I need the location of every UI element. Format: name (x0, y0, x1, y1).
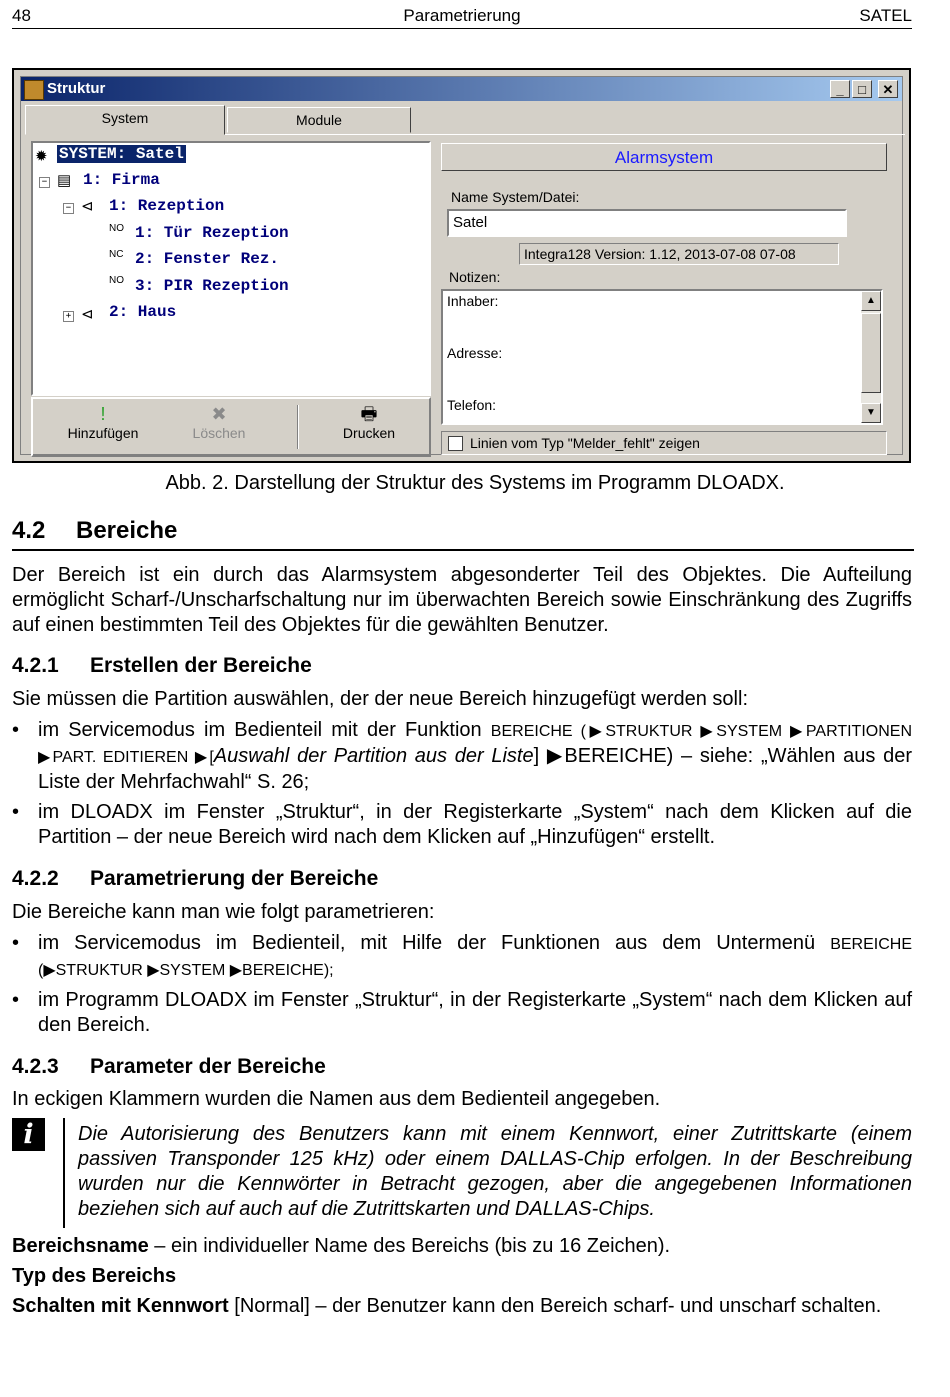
list-text: im DLOADX im Fenster „Struktur“, in der Registerkarte „System“ nach dem Klicken auf die Partition – der neue Bereich wird nach dem Klicken auf „Hinzufügen“ erstellt. (38, 801, 912, 848)
delete-button[interactable] (159, 403, 279, 451)
name-label: Name System/Datei: (451, 189, 580, 205)
note-text: Die Autorisierung des Benutzers kann mit einem Kennwort, einer Zutrittskarte (einem passiven Transponder 125 kHz) oder einem DALLAS-Chip erfolgen. In der Beschreibung wurden nur die Kennwörter in Betracht gezogen, aber die angegebenen Informationen beziehen sich auf auch auf die Zutrittskarten und DALLAS-Chips. (78, 1123, 912, 1220)
subsection-number: 4.2.2 (12, 867, 59, 890)
notes-field[interactable] (441, 289, 883, 425)
scroll-thumb[interactable] (861, 313, 881, 393)
scroll-down-icon[interactable]: ▼ (861, 403, 881, 423)
expand-icon[interactable]: + (63, 311, 74, 322)
subsection-number: 4.2.1 (12, 654, 59, 677)
notes-label: Notizen: (449, 269, 501, 285)
figure-caption: Abb. 2. Darstellung der Struktur des Systems im Programm DLOADX. (165, 472, 785, 494)
no-input-icon: NO (109, 275, 124, 286)
list-item (12, 931, 912, 983)
info-icon: i (12, 1118, 45, 1151)
subsection-number: 4.2.3 (12, 1055, 59, 1078)
menu-path: BEREICHE (490, 723, 573, 740)
partition-icon: ▤ (57, 172, 72, 189)
menu-path: BEREICHE (830, 936, 912, 953)
paragraph: Die Bereiche kann man wie folgt parametrieren: (12, 901, 435, 923)
maximize-icon[interactable]: □ (852, 80, 872, 98)
toolbar-divider (297, 405, 299, 449)
brand-name: SATEL (859, 6, 912, 25)
show-missing-detectors-checkbox[interactable] (441, 431, 887, 455)
delete-icon: ✖ (211, 404, 227, 424)
tree-toolbar (31, 397, 431, 457)
section-title: Bereiche (76, 517, 178, 544)
checkbox-box[interactable] (448, 436, 463, 451)
definition-term: Schalten mit Kennwort (12, 1295, 229, 1317)
menu-path: (▶STRUKTUR ▶SYSTEM ▶BEREICHE); (38, 962, 334, 979)
tree-node-system[interactable]: SYSTEM: Satel (59, 145, 184, 163)
collapse-icon[interactable]: − (63, 203, 74, 214)
tree-node-area[interactable]: 1: Rezeption (109, 197, 225, 215)
bullet: • (12, 719, 20, 741)
tree-node-zone[interactable]: 1: Tür Rezeption (135, 224, 289, 242)
print-button-label: Drucken (342, 425, 396, 441)
panel-title: Alarmsystem (441, 143, 887, 171)
subsection-title: Parameter der Bereiche (90, 1055, 326, 1078)
running-title: Parametrierung (403, 6, 521, 25)
window-titlebar (21, 77, 902, 101)
definition-text: – ein individueller Name des Bereichs (bis zu 16 Zeichen). (148, 1235, 671, 1257)
bullet: • (12, 932, 20, 954)
system-icon: ✹ (35, 148, 48, 165)
menu-path-hint: Auswahl der Partition aus der Liste (213, 745, 534, 767)
list-item (12, 800, 912, 850)
tree-node-partition[interactable]: 1: Firma (83, 171, 160, 189)
page-number: 48 (12, 6, 31, 25)
tree-node-area[interactable]: 2: Haus (109, 303, 177, 321)
collapse-icon[interactable]: − (39, 177, 50, 188)
tree-node-zone[interactable]: 3: PIR Rezeption (135, 277, 289, 295)
version-label: Integra128 Version: 1.12, 2013-07-08 07-08 (519, 243, 839, 265)
add-button-label: Hinzufügen (67, 425, 139, 441)
name-field[interactable]: Satel (447, 209, 847, 237)
tab-bar (25, 107, 905, 135)
paragraph: Der Bereich ist ein durch das Alarmsystem abgesonderter Teil des Objektes. Die Aufteilung ermöglicht Scharf-/Unscharfschaltung nur im überwachten Bereich sowie Einschränkung des Zugriffs auf einen bestimmten Teil des Objektes für die gewählten Benutzer. (12, 564, 912, 636)
add-button[interactable] (43, 403, 163, 451)
list-text: im Servicemodus im Bedienteil, mit Hilfe der Funktionen aus dem Untermenü (38, 932, 831, 954)
tab-system[interactable]: System (25, 105, 225, 135)
notes-scrollbar[interactable] (861, 291, 881, 423)
window-title: Struktur (47, 80, 106, 97)
paragraph: In eckigen Klammern wurden die Namen aus dem Bedienteil angegeben. (12, 1088, 661, 1110)
minimize-icon[interactable]: _ (830, 80, 850, 98)
checkbox-label: Linien vom Typ "Melder_fehlt" zeigen (470, 435, 700, 451)
list-text: im Servicemodus im Bedienteil mit der Funktion (38, 719, 491, 741)
page-header (12, 6, 912, 29)
screenshot-figure (12, 68, 911, 463)
nc-input-icon: NC (109, 249, 124, 260)
definition-heading: Typ des Bereichs (12, 1265, 177, 1287)
properties-panel (437, 141, 897, 459)
bullet: • (12, 989, 20, 1011)
list-text: im Programm DLOADX im Fenster „Struktur“, in der Registerkarte „System“ nach dem Klicken auf den Bereich. (38, 989, 912, 1036)
definition-text: [Normal] – der Benutzer kann den Bereich scharf- und unscharf schalten. (228, 1295, 882, 1317)
structure-tree (31, 141, 431, 396)
section-heading (12, 517, 914, 551)
section-number: 4.2 (12, 517, 46, 544)
print-button[interactable] (309, 403, 429, 451)
list-text: ] ▶BEREICHE) – siehe: „Wählen aus der Liste der Mehrfachwahl“ S. 26; (38, 745, 912, 793)
scroll-up-icon[interactable]: ▲ (861, 291, 881, 311)
no-input-icon: NO (109, 223, 124, 234)
definition-term: Bereichsname (12, 1235, 149, 1257)
subsection-title: Parametrierung der Bereiche (90, 867, 379, 890)
bullet: • (12, 801, 20, 823)
definition (12, 1234, 912, 1259)
tab-module[interactable]: Module (227, 107, 411, 133)
notes-line: Telefon: (447, 397, 497, 413)
notes-line: Adresse: (447, 345, 503, 361)
list-item (12, 988, 912, 1038)
zone-group-icon: ⊲ (81, 306, 94, 323)
menu-path: (▶STRUKTUR ▶SYSTEM ▶PARTITIONEN ▶PART. EDITIEREN ▶[ (38, 723, 913, 766)
printer-icon: 🖶 (360, 404, 378, 424)
add-icon: ! (100, 404, 106, 424)
note-divider (63, 1118, 65, 1228)
app-icon (24, 80, 44, 100)
subsection-title: Erstellen der Bereiche (90, 654, 312, 677)
close-icon[interactable]: ✕ (878, 80, 898, 98)
tree-node-zone[interactable]: 2: Fenster Rez. (135, 250, 280, 268)
delete-button-label: Löschen (192, 425, 246, 441)
notes-line: Inhaber: (447, 293, 499, 309)
structure-window (20, 76, 903, 455)
zone-group-icon: ⊲ (81, 198, 94, 215)
paragraph: Sie müssen die Partition auswählen, der der neue Bereich hinzugefügt werden soll: (12, 688, 748, 710)
list-item (12, 718, 912, 795)
definition (12, 1294, 912, 1319)
